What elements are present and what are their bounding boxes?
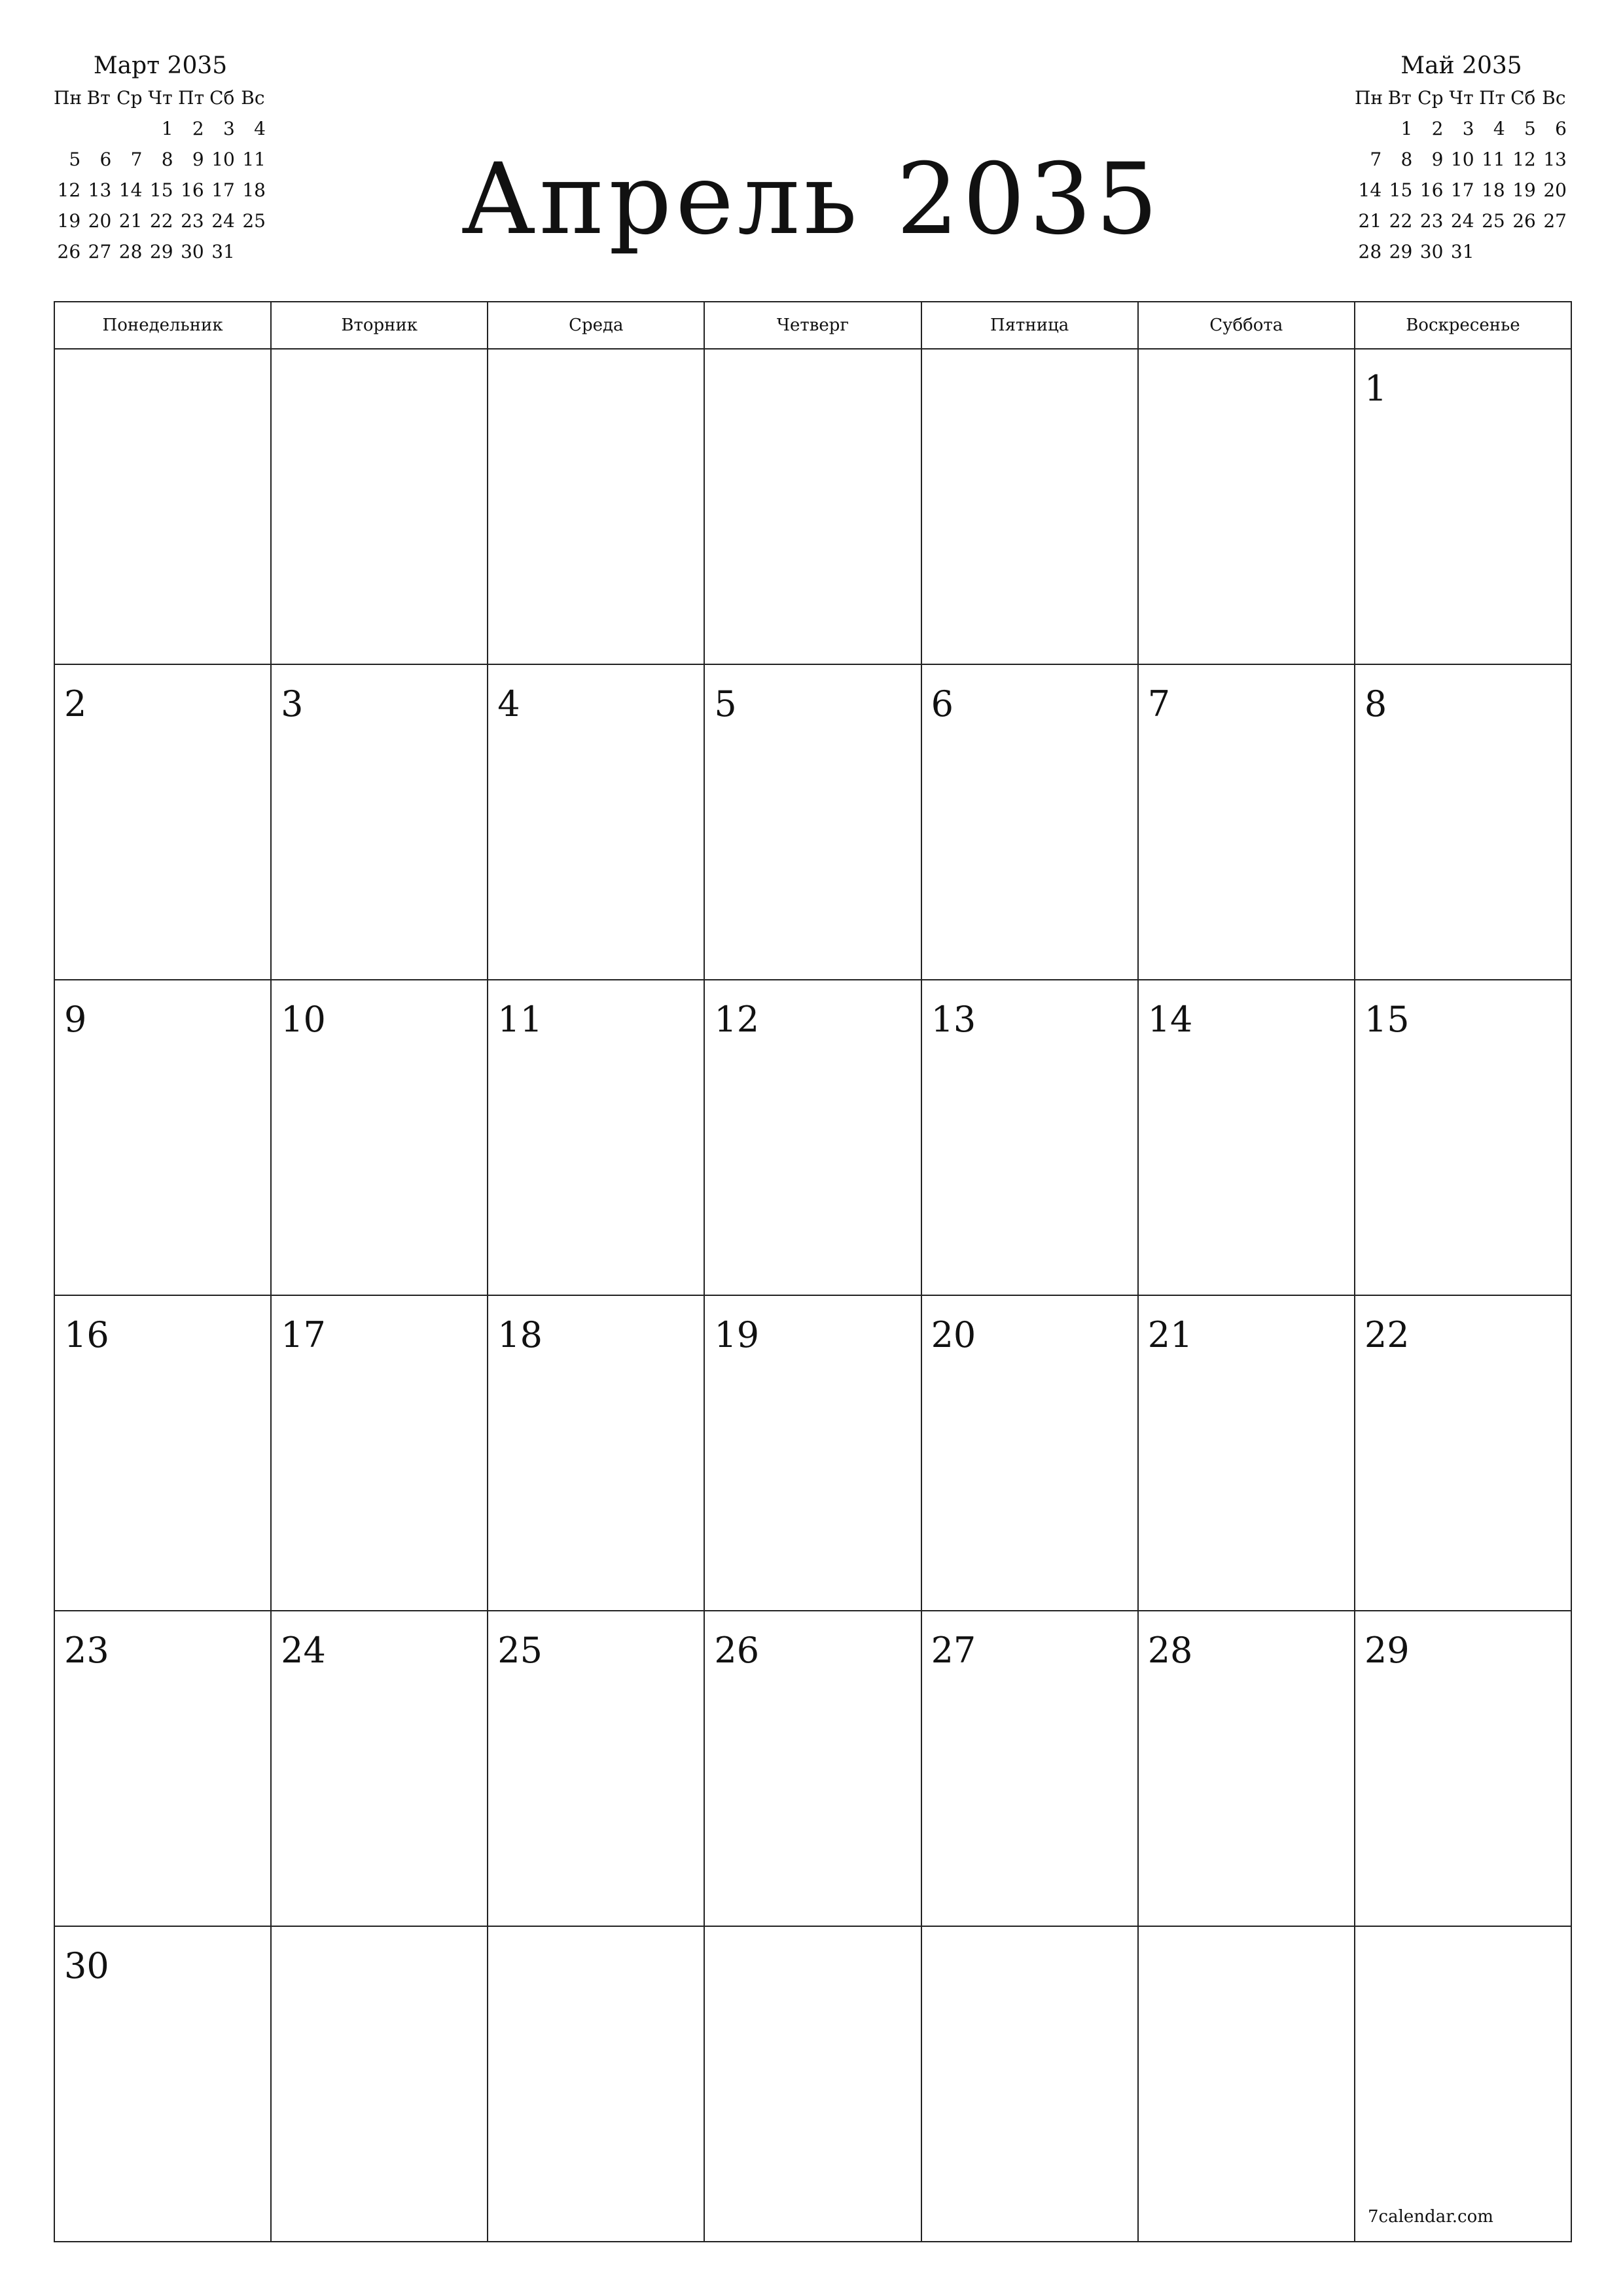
- day-number: 15: [1364, 999, 1410, 1040]
- mini-day: [1508, 236, 1539, 267]
- day-number: 16: [64, 1314, 109, 1355]
- mini-weekday-label: Вт: [1387, 87, 1412, 109]
- mini-day: 23: [181, 210, 204, 232]
- mini-weekday-label: Чт: [1449, 87, 1474, 109]
- mini-weekday-label: Пт: [1479, 87, 1506, 109]
- mini-day: 22: [149, 210, 173, 232]
- mini-day: 2: [1431, 118, 1444, 139]
- mini-day: 9: [1431, 149, 1444, 170]
- mini-weekday-label: Вс: [241, 87, 265, 109]
- mini-day: 3: [1462, 118, 1474, 139]
- day-cell[interactable]: [55, 1927, 272, 2242]
- month-grid: [54, 301, 1572, 2242]
- mini-day: 18: [1482, 179, 1505, 201]
- mini-day: 25: [1482, 210, 1505, 232]
- mini-day: 1: [1400, 118, 1413, 139]
- mini-day: 2: [192, 118, 204, 139]
- mini-weekday-label: Пн: [1355, 87, 1383, 109]
- day-number: 6: [931, 683, 954, 725]
- mini-weekday-label: Пн: [54, 87, 82, 109]
- mini-day: 27: [1543, 210, 1567, 232]
- mini-day: 20: [88, 210, 112, 232]
- day-number: 14: [1147, 999, 1193, 1040]
- day-cell[interactable]: [55, 350, 272, 665]
- mini-day: 17: [1450, 179, 1474, 201]
- mini-day: 28: [1358, 241, 1382, 262]
- day-cell[interactable]: [55, 980, 272, 1296]
- mini-day: 31: [211, 241, 235, 262]
- day-number: 2: [64, 683, 87, 725]
- mini-day: 24: [211, 210, 235, 232]
- mini-day: 7: [1370, 149, 1382, 170]
- mini-day: 9: [192, 149, 204, 170]
- mini-day: 30: [181, 241, 204, 262]
- mini-day: [1353, 113, 1384, 144]
- day-cell[interactable]: [272, 665, 488, 980]
- day-cell[interactable]: [488, 1611, 705, 1927]
- day-cell[interactable]: [1139, 1611, 1355, 1927]
- mini-day: 16: [1419, 179, 1444, 201]
- day-cell[interactable]: [55, 665, 272, 980]
- day-number: 3: [281, 683, 304, 725]
- mini-day: 18: [242, 179, 266, 201]
- weekday-header: Среда: [488, 302, 705, 350]
- day-cell[interactable]: [922, 665, 1139, 980]
- mini-day: 10: [1450, 149, 1474, 170]
- mini-day: 24: [1450, 210, 1474, 232]
- page-title: Апрель 2035: [461, 143, 1162, 257]
- mini-weekday-label: Вс: [1542, 87, 1566, 109]
- day-cell[interactable]: [1355, 350, 1572, 665]
- day-cell[interactable]: [922, 1927, 1139, 2242]
- mini-day: 23: [1419, 210, 1444, 232]
- mini-day: 26: [1512, 210, 1536, 232]
- mini-weekday-label: Ср: [116, 87, 143, 109]
- mini-day: 5: [69, 149, 81, 170]
- day-number: 23: [64, 1630, 109, 1671]
- day-cell[interactable]: [1355, 665, 1572, 980]
- mini-day: 16: [181, 179, 204, 201]
- mini-day: 13: [1543, 149, 1567, 170]
- mini-day: 21: [118, 210, 143, 232]
- day-cell[interactable]: [705, 350, 921, 665]
- day-cell[interactable]: [1139, 1927, 1355, 2242]
- day-number: 20: [931, 1314, 976, 1355]
- mini-weekday-label: Сб: [1510, 87, 1536, 109]
- mini-day: 28: [118, 241, 143, 262]
- mini-day: 17: [211, 179, 235, 201]
- mini-day: 7: [130, 149, 143, 170]
- day-number: 12: [714, 999, 760, 1040]
- weekday-header: Вторник: [272, 302, 488, 350]
- mini-weekday-label: Сб: [209, 87, 235, 109]
- day-cell[interactable]: [488, 1296, 705, 1611]
- day-cell[interactable]: [488, 1927, 705, 2242]
- mini-weekday-label: Вт: [86, 87, 111, 109]
- mini-day: [1539, 236, 1569, 267]
- mini-day: 11: [1482, 149, 1505, 170]
- day-cell[interactable]: [705, 1611, 921, 1927]
- day-number: 27: [931, 1630, 976, 1671]
- mini-day: 19: [1512, 179, 1536, 201]
- mini-weekday-label: Пт: [178, 87, 205, 109]
- day-number: 30: [64, 1945, 109, 1986]
- mini-day: 10: [211, 149, 235, 170]
- day-cell[interactable]: [272, 350, 488, 665]
- mini-day: 19: [57, 210, 81, 232]
- day-number: 17: [281, 1314, 326, 1355]
- mini-day: 11: [242, 149, 266, 170]
- day-number: 13: [931, 999, 976, 1040]
- day-number: 25: [497, 1630, 543, 1671]
- mini-day: [52, 113, 83, 144]
- mini-day: 29: [1389, 241, 1413, 262]
- day-number: 4: [497, 683, 520, 725]
- day-number: 18: [497, 1314, 543, 1355]
- mini-day: 1: [161, 118, 173, 139]
- day-number: 7: [1147, 683, 1171, 725]
- day-number: 8: [1364, 683, 1387, 725]
- mini-day: 15: [1389, 179, 1413, 201]
- mini-weekday-label: Ср: [1418, 87, 1444, 109]
- mini-day: 15: [149, 179, 173, 201]
- day-number: 5: [714, 683, 737, 725]
- day-cell[interactable]: [272, 1296, 488, 1611]
- day-number: 28: [1147, 1630, 1193, 1671]
- day-cell[interactable]: [55, 1611, 272, 1927]
- day-cell[interactable]: [705, 980, 921, 1296]
- mini-day: [1477, 236, 1508, 267]
- day-cell[interactable]: [488, 665, 705, 980]
- mini-day: [83, 113, 114, 144]
- day-number: 9: [64, 999, 87, 1040]
- mini-day: 12: [1512, 149, 1536, 170]
- mini-day: 21: [1358, 210, 1382, 232]
- mini-day: 25: [242, 210, 266, 232]
- weekday-header: Понедельник: [55, 302, 272, 350]
- weekday-header: Воскресенье: [1355, 302, 1572, 350]
- day-number: 1: [1364, 368, 1387, 409]
- weekday-header: Суббота: [1139, 302, 1355, 350]
- day-number: 19: [714, 1314, 760, 1355]
- mini-calendar-title: Май 2035: [1400, 52, 1522, 79]
- mini-day: 8: [161, 149, 173, 170]
- day-cell[interactable]: [922, 1611, 1139, 1927]
- mini-day: 6: [99, 149, 112, 170]
- day-cell[interactable]: [705, 1927, 921, 2242]
- day-cell[interactable]: [1139, 980, 1355, 1296]
- day-cell[interactable]: [1139, 350, 1355, 665]
- mini-day: 26: [57, 241, 81, 262]
- day-cell[interactable]: [1355, 980, 1572, 1296]
- mini-weekday-label: Чт: [148, 87, 173, 109]
- mini-day: 8: [1400, 149, 1413, 170]
- day-number: 10: [281, 999, 326, 1040]
- day-cell[interactable]: [922, 980, 1139, 1296]
- day-number: 26: [714, 1630, 760, 1671]
- day-number: 29: [1364, 1630, 1410, 1671]
- mini-day: 3: [223, 118, 235, 139]
- day-cell[interactable]: [55, 1296, 272, 1611]
- weekday-header: Четверг: [705, 302, 921, 350]
- mini-day: 20: [1543, 179, 1567, 201]
- day-cell[interactable]: [272, 1611, 488, 1927]
- day-cell[interactable]: [922, 350, 1139, 665]
- mini-day: 12: [57, 179, 81, 201]
- day-cell[interactable]: [705, 665, 921, 980]
- mini-day: 13: [88, 179, 112, 201]
- mini-day: [114, 113, 145, 144]
- day-cell[interactable]: [1355, 1296, 1572, 1611]
- mini-day: 27: [88, 241, 112, 262]
- day-cell[interactable]: [1139, 665, 1355, 980]
- day-cell[interactable]: [1355, 1611, 1572, 1927]
- day-cell[interactable]: [488, 350, 705, 665]
- mini-day: 22: [1389, 210, 1413, 232]
- day-cell[interactable]: [705, 1296, 921, 1611]
- mini-day: 30: [1419, 241, 1444, 262]
- day-cell[interactable]: [1355, 1927, 1572, 2242]
- day-cell[interactable]: [922, 1296, 1139, 1611]
- day-number: 11: [497, 999, 543, 1040]
- weekday-header: Пятница: [922, 302, 1139, 350]
- mini-day: 4: [1493, 118, 1505, 139]
- mini-day: 6: [1555, 118, 1567, 139]
- day-number: 24: [281, 1630, 326, 1671]
- mini-day: 5: [1524, 118, 1536, 139]
- mini-day: 31: [1450, 241, 1474, 262]
- mini-day: 29: [149, 241, 173, 262]
- day-cell[interactable]: [488, 980, 705, 1296]
- mini-calendar-title: Март 2035: [93, 52, 228, 79]
- day-cell[interactable]: [272, 1927, 488, 2242]
- mini-calendar-grid: [1353, 82, 1569, 267]
- mini-day: 14: [1358, 179, 1382, 201]
- mini-calendar-next-month: [1353, 51, 1569, 267]
- day-cell[interactable]: [272, 980, 488, 1296]
- footer-site-credit: 7calendar.com: [1368, 2207, 1493, 2227]
- day-number: 21: [1147, 1314, 1193, 1355]
- day-number: 22: [1364, 1314, 1410, 1355]
- mini-day: 14: [118, 179, 143, 201]
- mini-day: 4: [254, 118, 266, 139]
- day-cell[interactable]: [1139, 1296, 1355, 1611]
